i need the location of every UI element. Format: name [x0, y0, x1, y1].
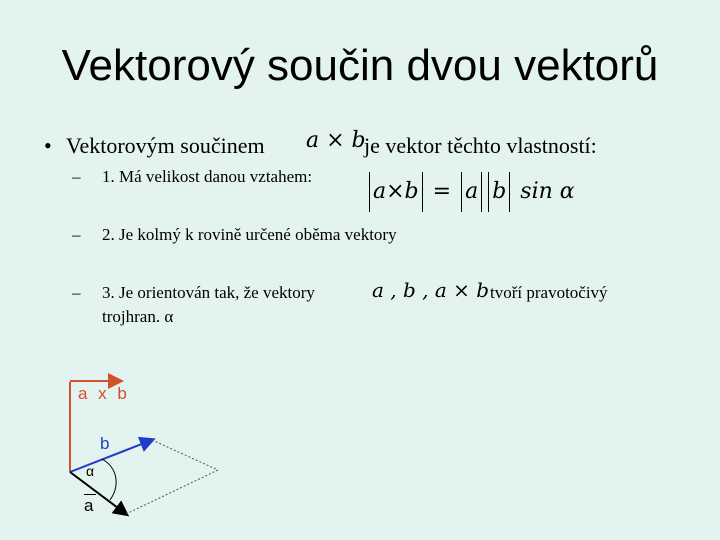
sub-item-1-text: 1. Má velikost danou vztahem:	[102, 167, 313, 186]
sub-item-3-tail: tvoří pravotočivý	[490, 283, 608, 302]
bullet-1	[44, 132, 265, 160]
sub-item-3-text: 3. Je orientován tak, že vektory	[102, 283, 315, 302]
label-b: b	[100, 434, 110, 453]
angle-arc	[102, 459, 116, 500]
norm-bar	[461, 172, 462, 212]
sub-dash: –	[72, 225, 81, 244]
sub-item-3	[72, 282, 315, 304]
sub-item-3-line2: trojhran. α	[102, 307, 174, 326]
norm-bar	[422, 172, 423, 212]
norm-bar	[481, 172, 482, 212]
parallelogram-edge	[126, 470, 218, 514]
sub-item-2	[72, 224, 397, 246]
bullet-1-tail: je vektor těchto vlastností:	[364, 133, 597, 158]
slide-title: Vektorový součin dvou vektorů	[61, 41, 659, 90]
sub-dash: –	[72, 283, 81, 302]
parallelogram-edge	[152, 440, 218, 470]
cross-product-expression: a × b	[306, 128, 366, 153]
vector-triple-formula	[372, 278, 489, 302]
sub-dash: –	[72, 167, 81, 186]
magnitude-a: a	[465, 179, 479, 204]
vector-a-line	[70, 472, 126, 514]
norm-bar	[369, 172, 370, 212]
magnitude-lhs: a×b	[373, 179, 419, 204]
bullet-1-text: Vektorovým součinem	[66, 133, 265, 158]
magnitude-b: b	[492, 179, 507, 204]
equals-sign: =	[425, 179, 459, 204]
norm-bar	[488, 172, 489, 212]
sub-item-1	[72, 166, 312, 188]
sub-item-2-text: 2. Je kolmý k rovině určené oběma vektory	[102, 225, 397, 244]
norm-bar	[509, 172, 510, 212]
sine-alpha: sin α	[520, 179, 575, 204]
vector-triple-expression: a , b , a × b	[372, 278, 490, 302]
label-a: a	[84, 496, 94, 515]
bullet-dot: •	[44, 133, 52, 158]
magnitude-formula	[366, 172, 575, 212]
cross-product-formula	[306, 128, 366, 153]
label-axb: a x b	[78, 384, 130, 403]
label-alpha: α	[86, 463, 95, 479]
